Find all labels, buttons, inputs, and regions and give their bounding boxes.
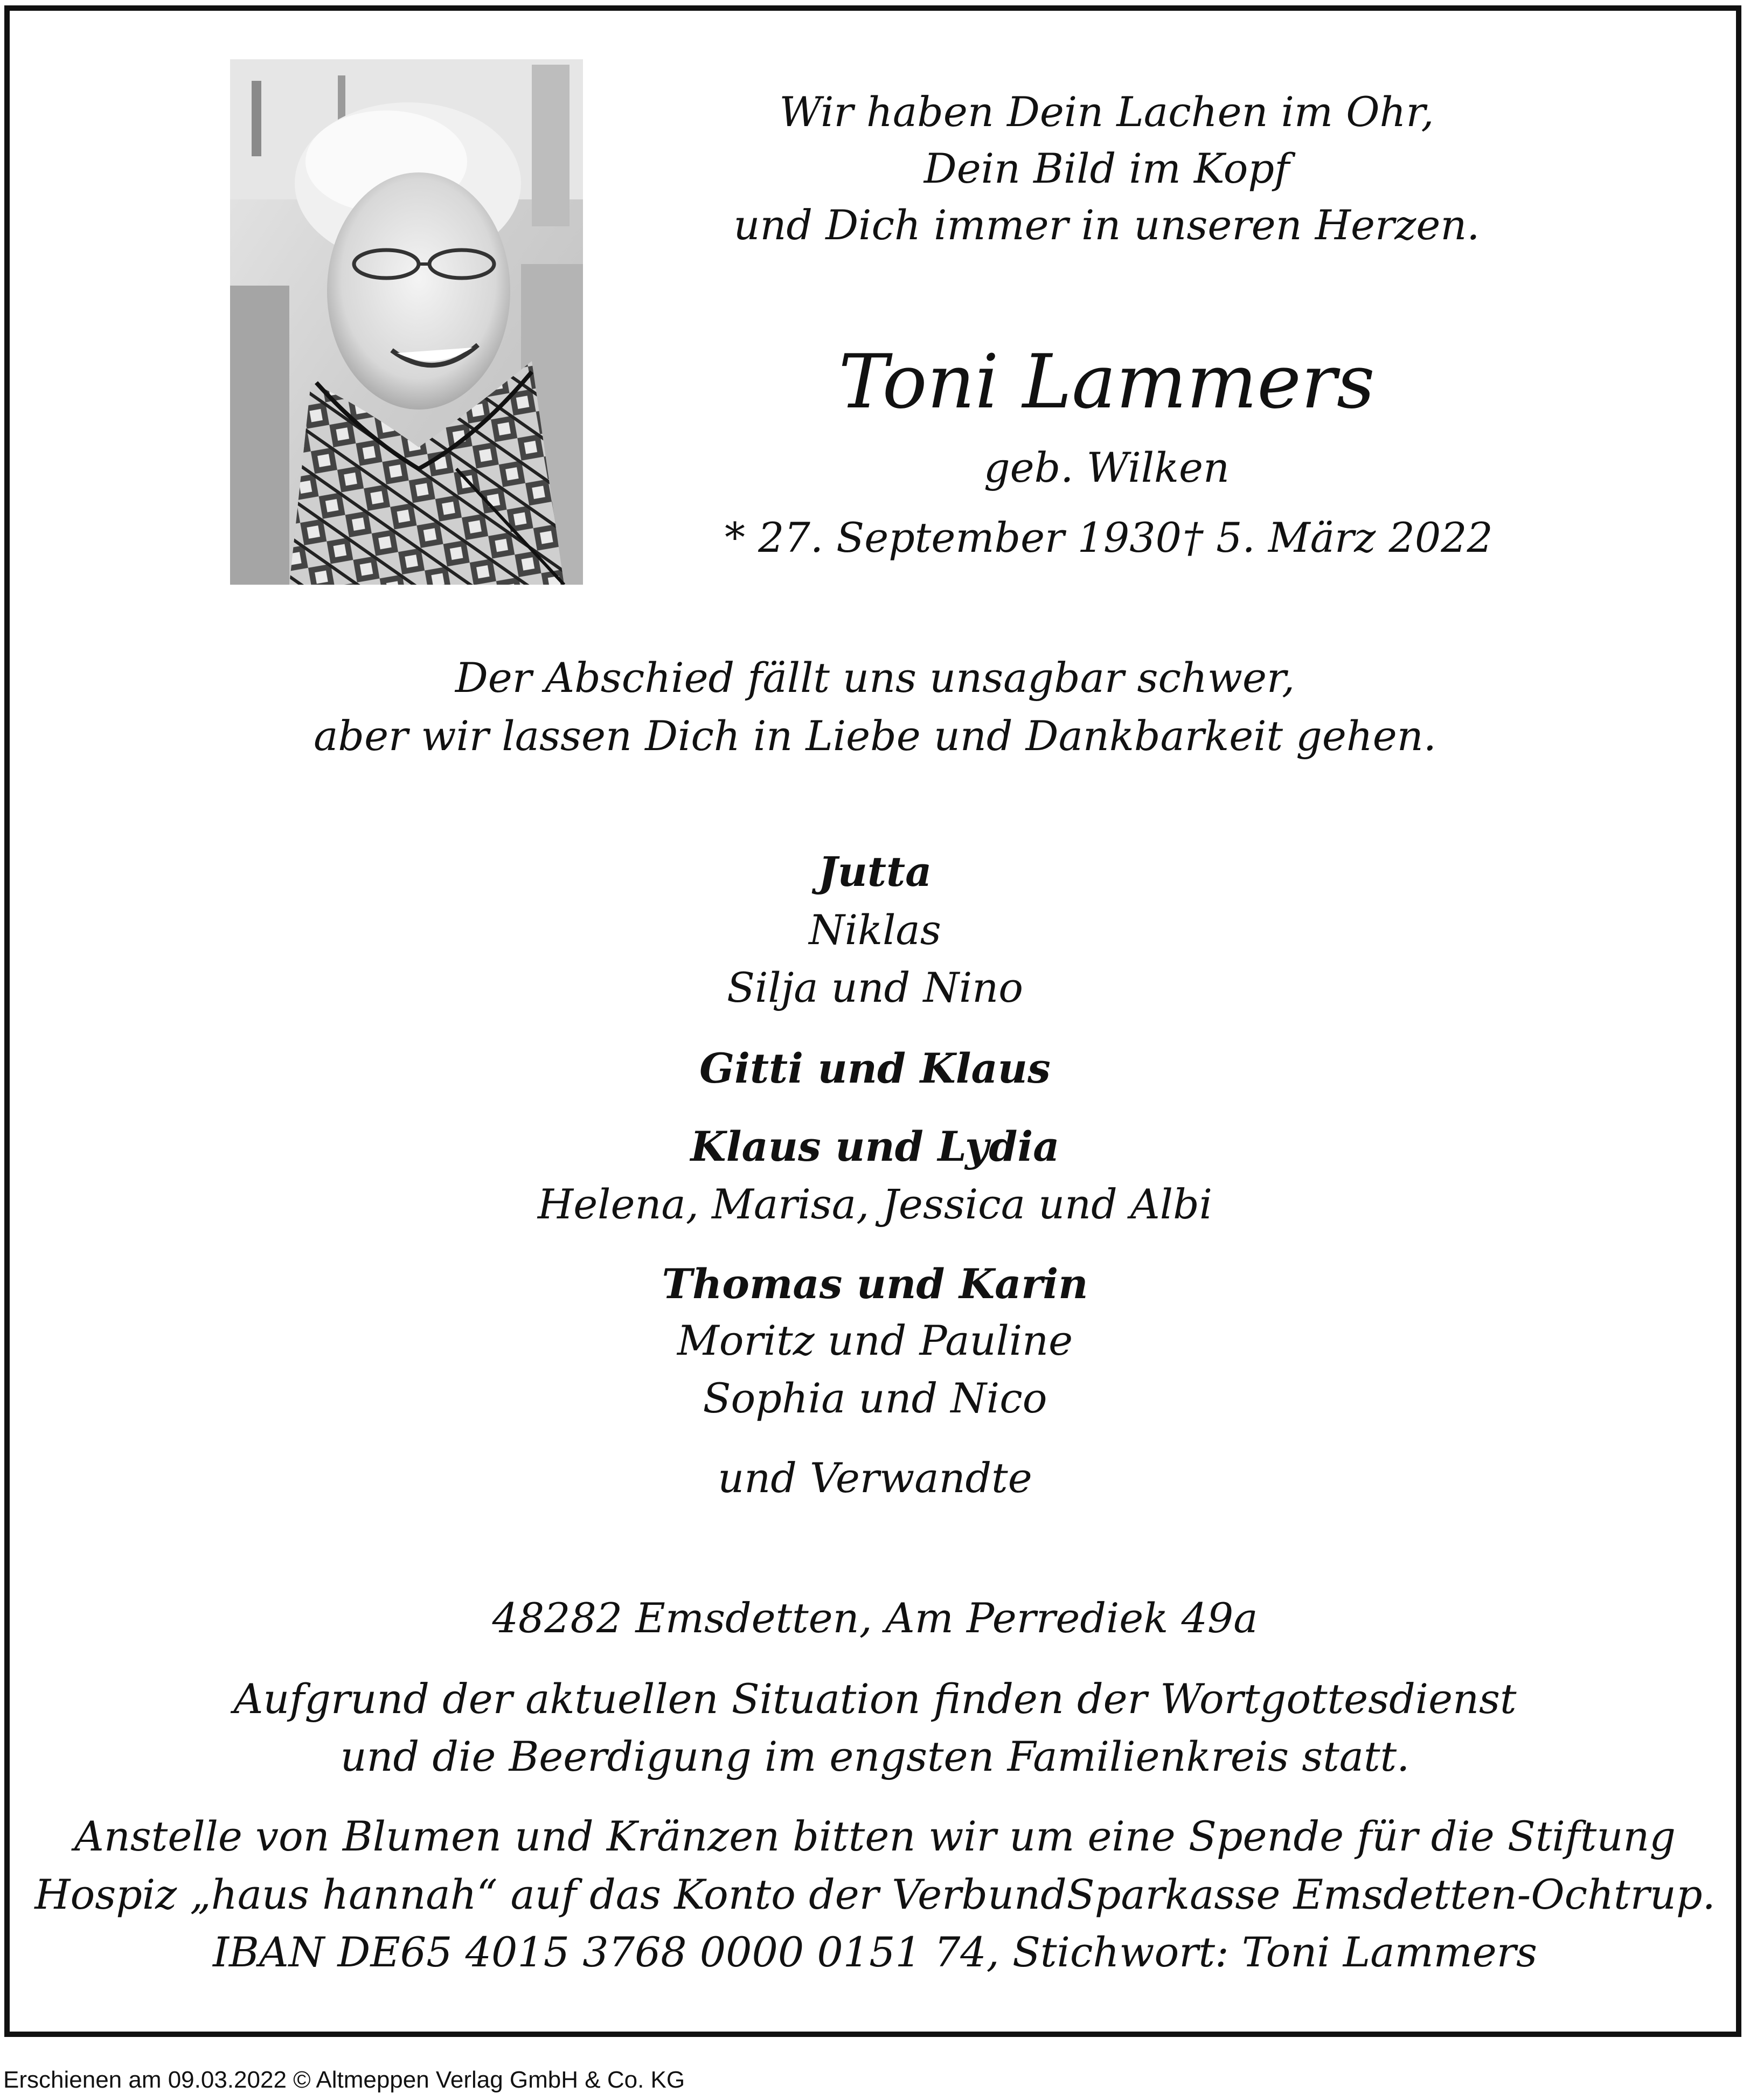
portrait-image <box>230 59 583 585</box>
mourner-group-1-line-2: Silja und Nino <box>727 964 1023 1011</box>
farewell-line-1: Der Abschied fällt uns unsagbar schwer, <box>455 654 1295 702</box>
mourner-group-4-line-2: Sophia und Nico <box>703 1374 1047 1422</box>
poem-line-3: und Dich immer in unseren Herzen. <box>733 201 1480 249</box>
publication-footer: Erschienen am 09.03.2022 © Altmeppen Verlag GmbH & Co. KG <box>3 2067 685 2093</box>
donation-note-line-2: Hospiz „haus hannah“ auf das Konto der VerbundSparkasse Emsdetten-Ochtrup. <box>34 1870 1716 1918</box>
mourner-group-1-line-1: Niklas <box>809 906 941 954</box>
farewell-line-2: aber wir lassen Dich in Liebe und Dankbarkeit gehen. <box>314 712 1436 760</box>
mourner-group-4-head: Thomas und Karin <box>662 1260 1088 1308</box>
donation-note-line-1: Anstelle von Blumen und Kränzen bitten wir um eine Spende für die Stiftung <box>74 1812 1676 1860</box>
birth-date: * 27. September 1930 <box>725 514 1182 562</box>
death-date: † 5. März 2022 <box>1183 514 1493 562</box>
mourner-group-3-line-1: Helena, Marisa, Jessica und Albi <box>537 1180 1213 1228</box>
donation-note-line-3: IBAN DE65 4015 3768 0000 0151 74, Stichwort: Toni Lammers <box>212 1928 1538 1976</box>
mourner-group-2-head: Gitti und Klaus <box>699 1044 1051 1092</box>
service-note-line-2: und die Beerdigung im engsten Familienkreis statt. <box>340 1732 1410 1780</box>
portrait-photo <box>230 59 583 585</box>
mourners-closing: und Verwandte <box>718 1454 1032 1502</box>
poem-line-1: Wir haben Dein Lachen im Ohr, <box>779 88 1434 136</box>
service-note-line-1: Aufgrund der aktuellen Situation finden der Wortgottesdienst <box>233 1675 1517 1723</box>
birth-name: geb. Wilken <box>984 443 1230 491</box>
family-address: 48282 Emsdetten, Am Perrediek 49a <box>492 1594 1258 1642</box>
deceased-name: Toni Lammers <box>838 338 1375 425</box>
mourner-group-3-head: Klaus und Lydia <box>690 1122 1060 1170</box>
mourner-group-1-head: Jutta <box>818 848 932 896</box>
mourner-group-4-line-1: Moritz und Pauline <box>677 1316 1073 1364</box>
poem-line-2: Dein Bild im Kopf <box>923 144 1290 192</box>
